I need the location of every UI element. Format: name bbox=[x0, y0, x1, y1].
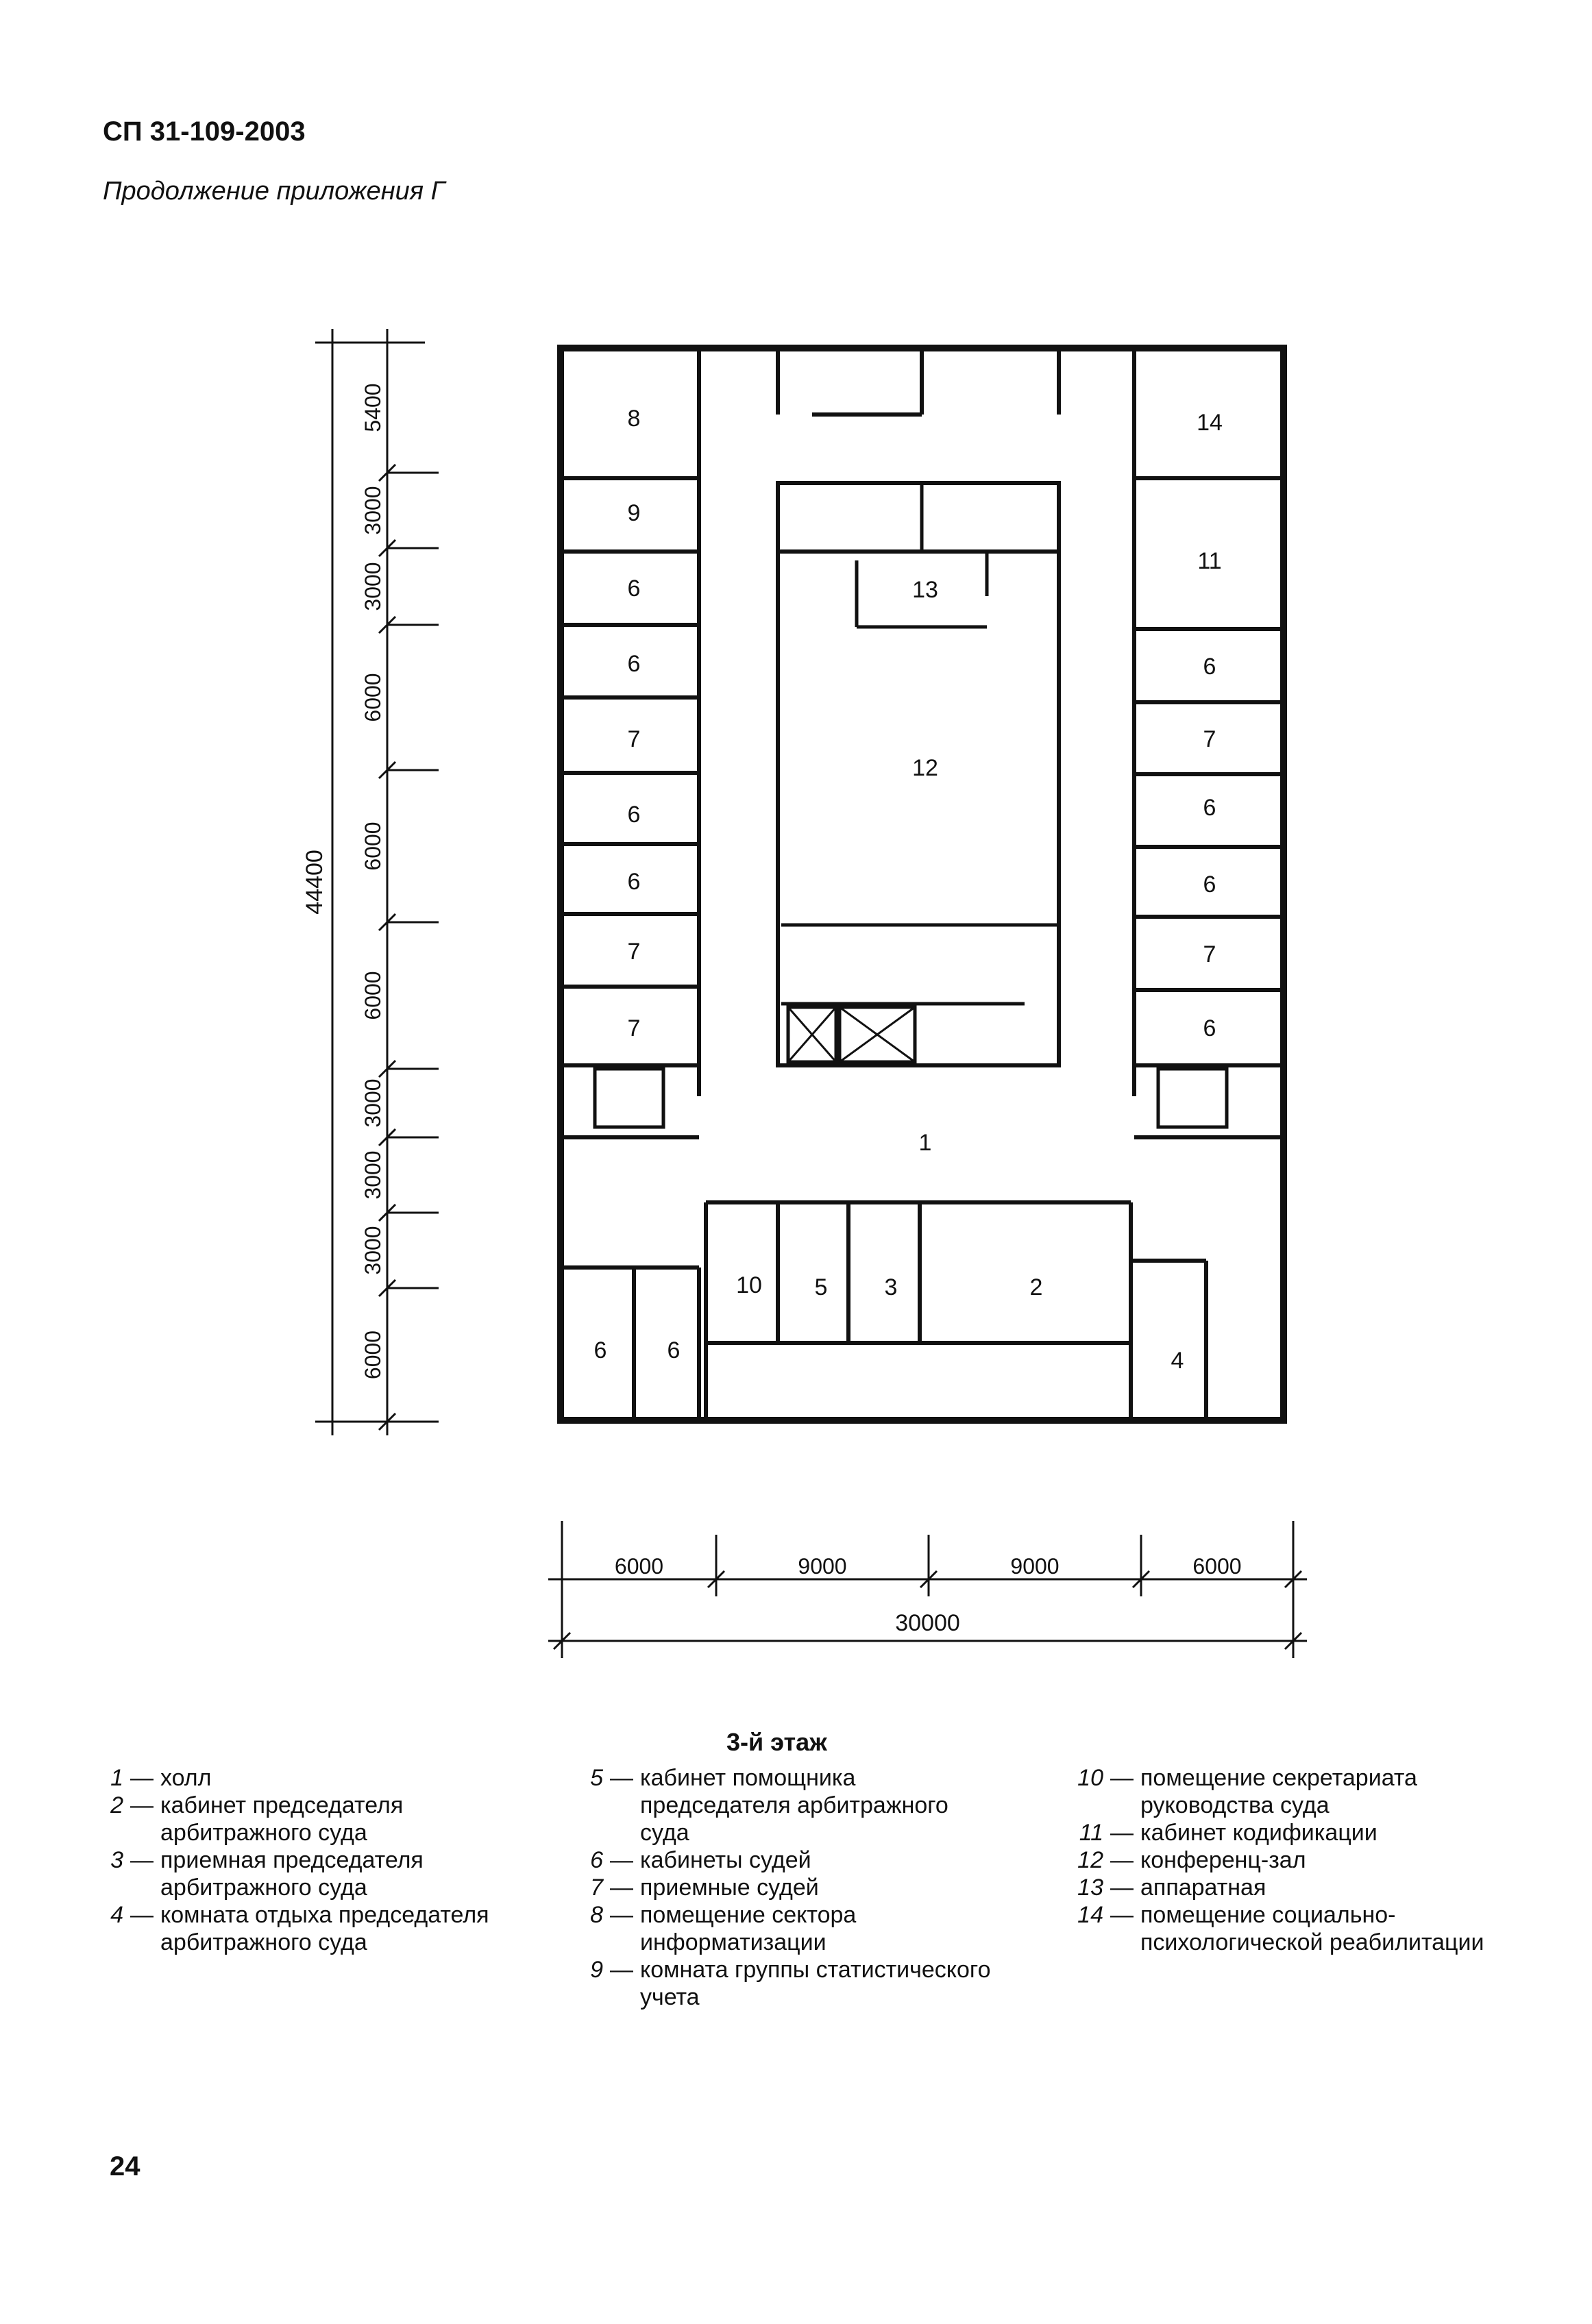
legend-text: холл bbox=[160, 1765, 212, 1791]
legend-dash: — bbox=[610, 1765, 633, 1791]
vertical-dimension-label: 3000 bbox=[360, 486, 385, 535]
room-label: 7 bbox=[627, 939, 641, 965]
legend-text: кабинет помощника председателя арбитражного суда bbox=[640, 1765, 948, 1846]
room-label: 5 bbox=[814, 1274, 828, 1300]
legend-number: 8 bbox=[590, 1902, 603, 1928]
total-height-label: 44400 bbox=[302, 850, 328, 915]
room-label: 14 bbox=[1197, 410, 1223, 436]
room-label: 6 bbox=[627, 576, 641, 602]
legend-column-2 bbox=[583, 1764, 1001, 2011]
legend-dash: — bbox=[130, 1847, 154, 1873]
room-label: 4 bbox=[1171, 1348, 1184, 1374]
legend-dash: — bbox=[610, 1957, 633, 1983]
room-label: 9 bbox=[627, 500, 641, 526]
legend-number: 1 bbox=[110, 1765, 123, 1791]
legend-dash: — bbox=[1110, 1820, 1134, 1846]
room-label: 3 bbox=[884, 1274, 898, 1300]
legend-item bbox=[583, 1956, 1001, 2011]
legend-text: аппаратная bbox=[1140, 1875, 1266, 1901]
legend-item bbox=[103, 1901, 514, 1956]
legend-number: 14 bbox=[1077, 1902, 1103, 1928]
legend-item bbox=[103, 1792, 514, 1846]
room-label: 8 bbox=[627, 406, 641, 432]
legend-dash: — bbox=[130, 1902, 154, 1928]
vertical-dimension-label: 6000 bbox=[360, 821, 385, 871]
legend-dash: — bbox=[1110, 1847, 1134, 1873]
legend-number: 6 bbox=[590, 1847, 603, 1873]
legend-text: приемные судей bbox=[640, 1875, 819, 1901]
room-label: 1 bbox=[918, 1130, 932, 1156]
vertical-dimension-label: 3000 bbox=[360, 1078, 385, 1128]
legend-dash: — bbox=[130, 1792, 154, 1818]
room-label: 10 bbox=[736, 1272, 762, 1298]
legend-dash: — bbox=[130, 1765, 154, 1791]
room-label: 11 bbox=[1197, 548, 1222, 574]
legend-dash: — bbox=[1110, 1875, 1134, 1901]
legend-text: кабинет кодификации bbox=[1140, 1820, 1377, 1846]
legend-number: 13 bbox=[1077, 1875, 1103, 1901]
floor-title: 3-й этаж bbox=[726, 1728, 827, 1756]
horizontal-dimension-label: 6000 bbox=[1192, 1554, 1242, 1579]
room-label: 6 bbox=[1203, 654, 1216, 680]
legend-text: кабинет председателя арбитражного суда bbox=[160, 1792, 404, 1846]
legend-item bbox=[103, 1764, 514, 1792]
page-number: 24 bbox=[110, 2151, 140, 2181]
legend-dash: — bbox=[1110, 1902, 1134, 1928]
legend-item bbox=[583, 1764, 1001, 1846]
legend-number: 12 bbox=[1077, 1847, 1103, 1873]
horizontal-dimension-label: 6000 bbox=[614, 1554, 664, 1579]
legend-number: 3 bbox=[110, 1847, 123, 1873]
vertical-dimension-label: 6000 bbox=[360, 673, 385, 722]
room-label: 2 bbox=[1029, 1274, 1043, 1300]
legend-number: 4 bbox=[110, 1902, 123, 1928]
legend-item bbox=[583, 1846, 1001, 1874]
legend-number: 2 bbox=[110, 1792, 123, 1818]
legend-text: помещение секретариата руководства суда bbox=[1140, 1765, 1417, 1818]
room-label: 7 bbox=[627, 726, 641, 752]
legend-text: кабинеты судей bbox=[640, 1847, 811, 1873]
legend-text: конференц-зал bbox=[1140, 1847, 1306, 1873]
room-label: 7 bbox=[1203, 726, 1216, 752]
legend-dash: — bbox=[610, 1902, 633, 1928]
room-label: 12 bbox=[912, 755, 938, 781]
legend-text: комната группы статистического учета bbox=[640, 1957, 991, 2010]
vertical-dimension-label: 6000 bbox=[360, 971, 385, 1020]
room-label: 13 bbox=[912, 577, 938, 603]
legend-item bbox=[1069, 1874, 1487, 1901]
vertical-dimension-label: 5400 bbox=[360, 383, 385, 432]
legend-number: 5 bbox=[590, 1765, 603, 1791]
legend-text: комната отдыха председателя арбитражного суда bbox=[160, 1902, 489, 1955]
legend-dash: — bbox=[1110, 1765, 1134, 1791]
legend-item bbox=[1069, 1819, 1487, 1846]
vertical-dimension-label: 6000 bbox=[360, 1330, 385, 1380]
legend-dash: — bbox=[610, 1847, 633, 1873]
room-label: 6 bbox=[627, 802, 641, 828]
room-label: 7 bbox=[1203, 941, 1216, 967]
document-code: СП 31-109-2003 bbox=[103, 116, 306, 147]
legend-item bbox=[583, 1874, 1001, 1901]
room-label: 6 bbox=[1203, 1015, 1216, 1041]
legend-item bbox=[103, 1846, 514, 1901]
horizontal-dimensions bbox=[548, 1521, 1307, 1658]
legend-dash: — bbox=[610, 1875, 633, 1901]
plan-walls bbox=[561, 348, 1284, 1420]
total-width-label: 30000 bbox=[895, 1610, 960, 1636]
vertical-dimension-label: 3000 bbox=[360, 1150, 385, 1200]
room-label: 6 bbox=[627, 869, 641, 895]
horizontal-dimension-label: 9000 bbox=[798, 1554, 847, 1579]
appendix-subtitle: Продолжение приложения Г bbox=[103, 177, 445, 206]
legend-number: 11 bbox=[1079, 1820, 1103, 1846]
legend-number: 9 bbox=[590, 1957, 603, 1983]
vertical-dimension-label: 3000 bbox=[360, 562, 385, 611]
legend-number: 7 bbox=[590, 1875, 603, 1901]
room-label: 6 bbox=[627, 651, 641, 677]
legend-item bbox=[583, 1901, 1001, 1956]
legend-text: помещение сектора информатизации bbox=[640, 1902, 857, 1955]
legend-column-3 bbox=[1069, 1764, 1487, 1956]
legend-item bbox=[1069, 1846, 1487, 1874]
horizontal-dimension-label: 9000 bbox=[1010, 1554, 1060, 1579]
legend-number: 10 bbox=[1077, 1765, 1103, 1791]
legend-item bbox=[1069, 1764, 1487, 1819]
legend-item bbox=[1069, 1901, 1487, 1956]
room-label: 6 bbox=[1203, 795, 1216, 821]
vertical-dimension-label: 3000 bbox=[360, 1226, 385, 1275]
room-label: 6 bbox=[593, 1337, 607, 1363]
legend-text: приемная председателя арбитражного суда bbox=[160, 1847, 424, 1901]
legend-text: помещение социально-психологической реабилитации bbox=[1140, 1902, 1484, 1955]
room-label: 6 bbox=[1203, 872, 1216, 898]
vertical-dimensions bbox=[302, 329, 439, 1435]
room-label: 7 bbox=[627, 1015, 641, 1041]
room-label: 6 bbox=[667, 1337, 681, 1363]
legend-column-1 bbox=[103, 1764, 514, 1956]
